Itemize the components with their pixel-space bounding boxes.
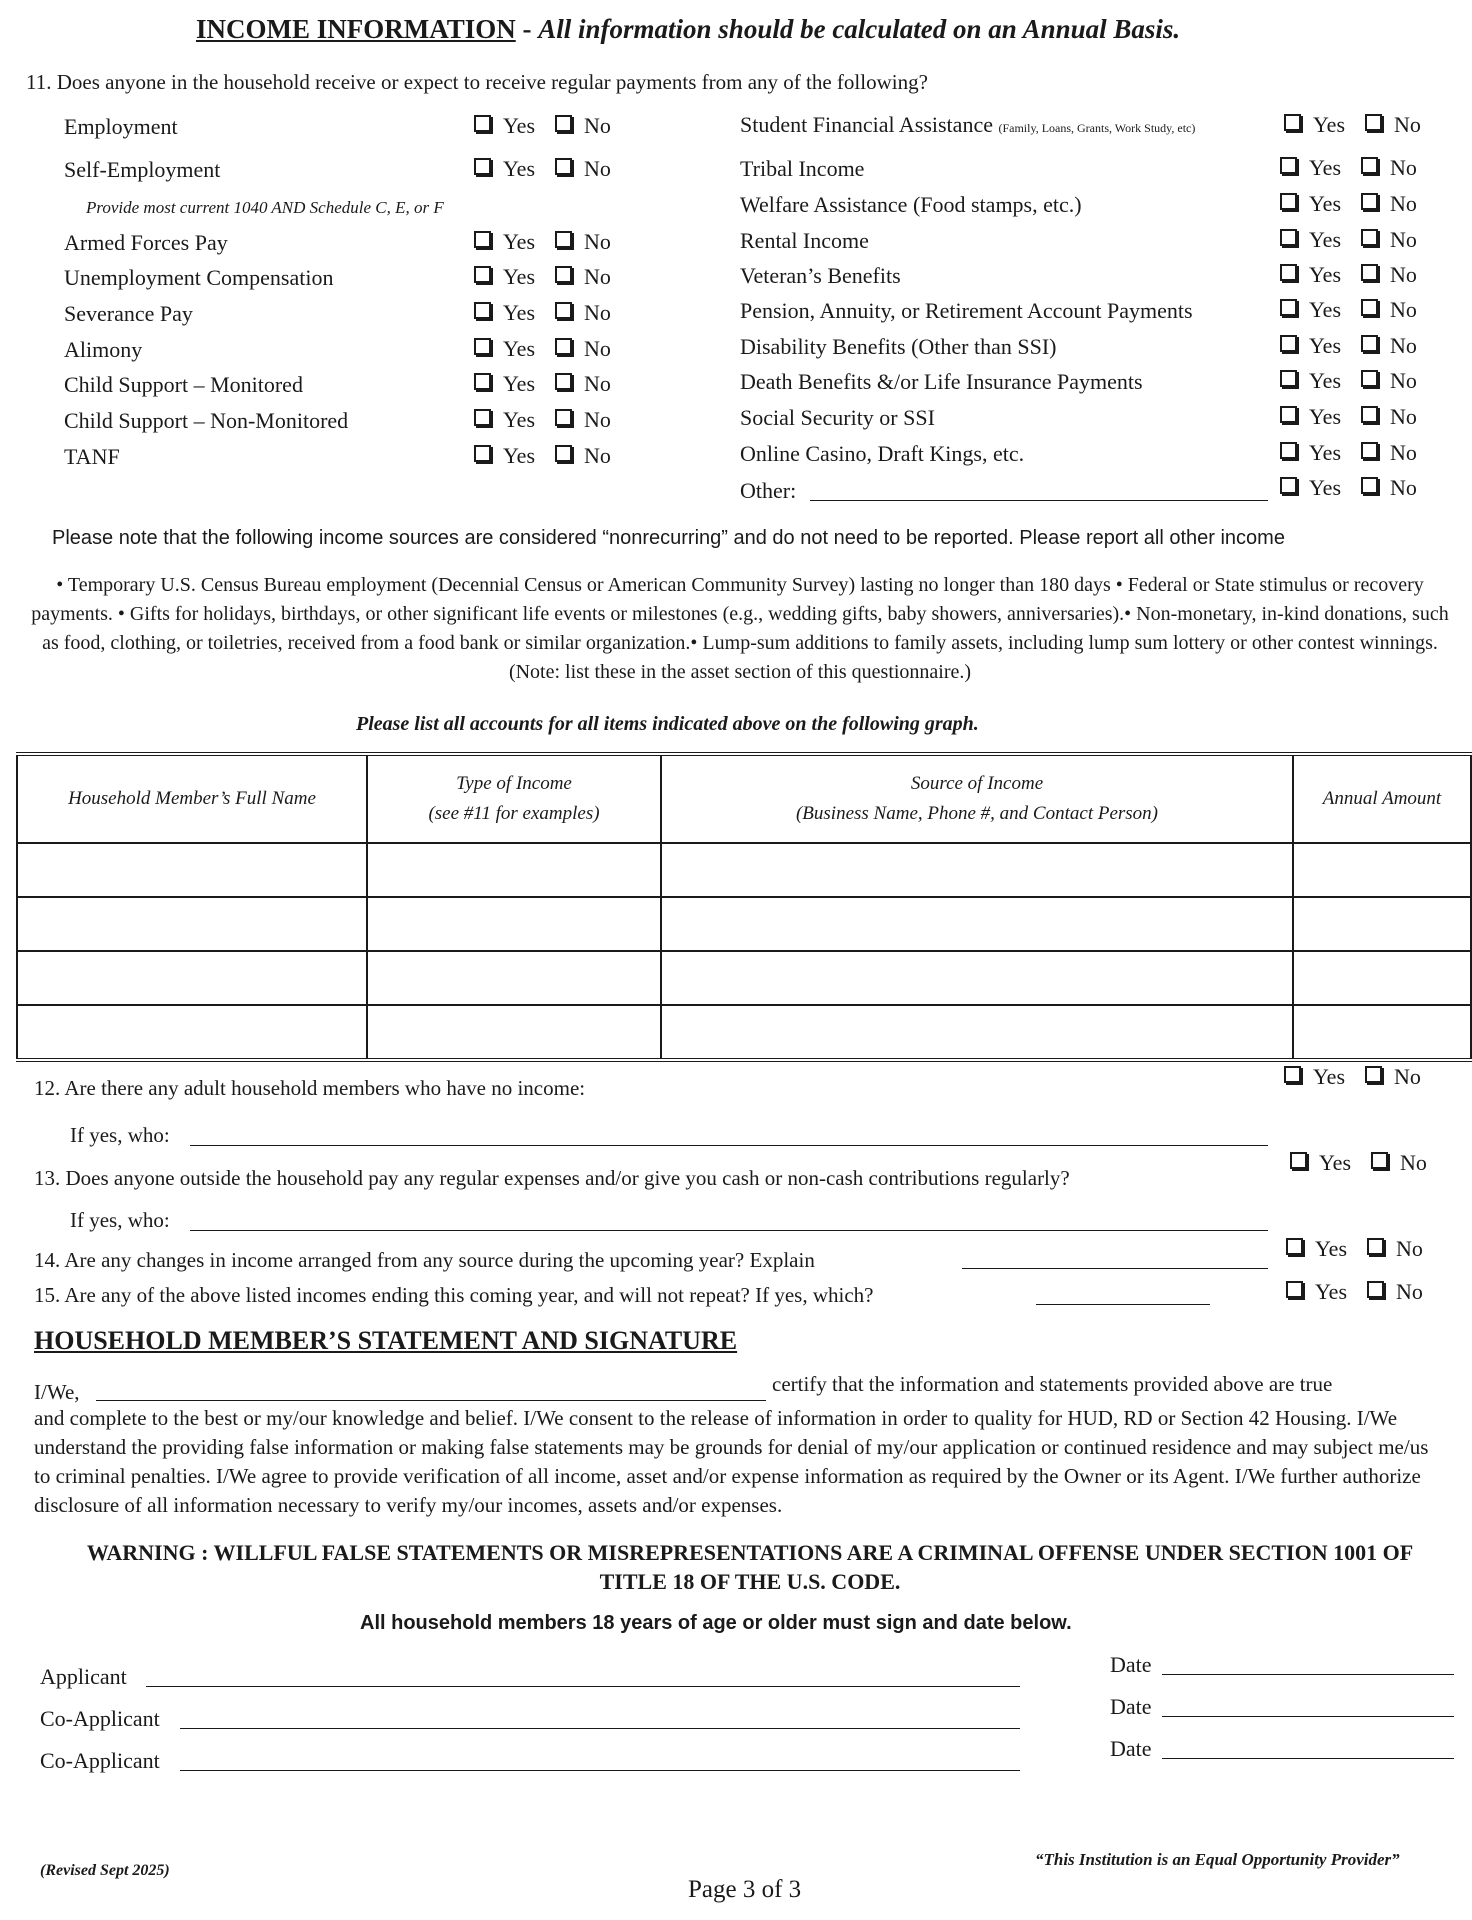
no-checkbox[interactable] [1361,370,1378,387]
other-input-line[interactable] [810,500,1268,501]
yes-checkbox[interactable] [1280,229,1297,246]
table-cell[interactable] [661,1005,1293,1060]
date-label-2: Date [1110,1694,1152,1719]
yes-checkbox[interactable] [1280,477,1297,494]
yn-employment: Yes No [474,113,611,139]
date-line-1[interactable] [1162,1674,1454,1675]
item-other: Other: [740,478,797,503]
item-self-employment: Self-Employment [64,157,221,182]
table-header-row [17,754,1471,843]
nonrecurring-intro: Please note that the following income sources are considered “nonrecurring” and do not need to be reported. Please report all other income [52,527,1285,549]
item-tribal-income: Tribal Income [740,156,865,181]
warning-text: WARNING : WILLFUL FALSE STATEMENTS OR MISREPRESENTATIONS ARE A CRIMINAL OFFENSE UNDER SECTION 1001 OF TITLE 18 OF THE U.S. CODE. [86,1540,1414,1594]
co-applicant-signature-line-2[interactable] [180,1770,1020,1771]
no-checkbox[interactable] [555,445,572,462]
yn-question-13: Yes No [1290,1150,1427,1176]
yn-student-financial-assistance: Yes No [1284,112,1421,138]
table-row [17,843,1471,897]
yn-other: Yes No [1280,475,1417,501]
title-separator: - [515,14,539,44]
table-row [17,951,1471,1005]
table-row [17,1005,1471,1060]
title-main: INCOME INFORMATION [196,14,516,44]
yes-checkbox[interactable] [474,302,491,319]
yn-veterans-benefits: Yes No [1280,262,1417,288]
title-subtitle: All information should be calculated on an Annual Basis. [538,14,1181,44]
no-checkbox[interactable] [1367,1281,1384,1298]
no-checkbox[interactable] [1361,406,1378,423]
no-checkbox[interactable] [1361,229,1378,246]
table-cell[interactable] [17,897,367,951]
statement-iwe: I/We, [34,1380,80,1404]
yn-unemployment: Yes No [474,264,611,290]
income-table [16,752,1472,1062]
no-checkbox[interactable] [1361,264,1378,281]
yes-checkbox[interactable] [474,266,491,283]
item-child-support-monitored: Child Support – Monitored [64,372,303,397]
yes-checkbox[interactable] [1280,406,1297,423]
yes-checkbox[interactable] [474,115,491,132]
co-applicant-label-1: Co-Applicant [40,1706,160,1731]
yes-checkbox[interactable] [1284,114,1301,131]
yes-checkbox[interactable] [1284,1066,1301,1083]
table-cell[interactable] [17,843,367,897]
yes-checkbox[interactable] [474,409,491,426]
no-checkbox[interactable] [1361,442,1378,459]
date-label-3: Date [1110,1736,1152,1761]
item-welfare-assistance: Welfare Assistance (Food stamps, etc.) [740,192,1082,217]
no-checkbox[interactable] [555,373,572,390]
self-employment-note: Provide most current 1040 AND Schedule C, E, or F [86,198,444,217]
item-alimony: Alimony [64,337,143,362]
no-checkbox[interactable] [1367,1238,1384,1255]
yn-question-12: Yes No [1284,1064,1421,1090]
item-armed-forces-pay: Armed Forces Pay [64,230,228,255]
q12-who-input-line[interactable] [190,1145,1268,1146]
item-student-financial-assistance: Student Financial Assistance (Family, Loans, Grants, Work Study, etc) [740,112,1196,137]
yes-checkbox[interactable] [1280,442,1297,459]
question-12: 12. Are there any adult household members who have no income: [34,1076,586,1100]
item-tanf: TANF [64,444,120,469]
table-cell[interactable] [661,951,1293,1005]
table-row [17,897,1471,951]
yes-checkbox[interactable] [474,231,491,248]
item-death-benefits: Death Benefits &/or Life Insurance Payments [740,369,1143,394]
page-title [196,14,1180,45]
col-type-of-income: Type of Income (see #11 for examples) [367,754,661,843]
yn-self-employment: Yes No [474,156,611,182]
question-14: 14. Are any changes in income arranged from any source during the upcoming year? Explain [34,1248,815,1272]
col-annual-amount: Annual Amount [1293,754,1471,843]
table-cell[interactable] [367,843,661,897]
statement-heading: HOUSEHOLD MEMBER’S STATEMENT AND SIGNATURE [34,1326,738,1355]
yn-question-14: Yes No [1286,1236,1423,1262]
item-child-support-non-monitored: Child Support – Non-Monitored [64,408,349,433]
no-checkbox[interactable] [555,231,572,248]
col-source-of-income: Source of Income (Business Name, Phone #, and Contact Person) [661,754,1293,843]
yn-tribal-income: Yes No [1280,155,1417,181]
item-disability-benefits: Disability Benefits (Other than SSI) [740,334,1057,359]
yes-checkbox[interactable] [1280,157,1297,174]
table-cell[interactable] [367,897,661,951]
date-label-1: Date [1110,1652,1152,1677]
table-cell[interactable] [17,951,367,1005]
yes-checkbox[interactable] [474,445,491,462]
equal-opportunity-statement: “This Institution is an Equal Opportunity Provider” [1035,1850,1400,1869]
item-online-casino: Online Casino, Draft Kings, etc. [740,441,1025,466]
no-checkbox[interactable] [1361,157,1378,174]
table-cell[interactable] [17,1005,367,1060]
yn-severance-pay: Yes No [474,300,611,326]
no-checkbox[interactable] [1361,299,1378,316]
yes-checkbox[interactable] [474,373,491,390]
page-number: Page 3 of 3 [688,1876,802,1903]
yn-child-support-monitored: Yes No [474,371,611,397]
table-cell[interactable] [367,1005,661,1060]
co-applicant-label-2: Co-Applicant [40,1748,160,1773]
list-instruction: Please list all accounts for all items indicated above on the following graph. [356,713,979,735]
no-checkbox[interactable] [555,158,572,175]
q12-if-yes-label: If yes, who: [70,1123,170,1147]
yn-social-security: Yes No [1280,404,1417,430]
table-cell[interactable] [661,897,1293,951]
table-cell[interactable] [1293,897,1471,951]
yes-checkbox[interactable] [474,158,491,175]
yn-online-casino: Yes No [1280,440,1417,466]
no-checkbox[interactable] [555,409,572,426]
yn-death-benefits: Yes No [1280,368,1417,394]
statement-body: and complete to the best or my/our knowledge and belief. I/We consent to the release of information in order to quality for HUD, RD or Section 42 Housing. I/We understand the providing false information or making false statements may be grounds for denial of my/our application or continued residence and may subject me/us to criminal penalties. I/We agree to provide verification of all income, asset and/or expense information as required by the Owner or its Agent. I/We further authorize disclosure of all information necessary to verify my/our incomes, assets and/or expenses. [34,1406,1429,1517]
no-checkbox[interactable] [1365,1066,1382,1083]
yn-welfare-assistance: Yes No [1280,191,1417,217]
yes-checkbox[interactable] [1286,1281,1303,1298]
yn-question-15: Yes No [1286,1279,1423,1305]
statement-certify: certify that the information and statements provided above are true [772,1372,1333,1396]
item-severance-pay: Severance Pay [64,301,193,326]
yn-rental-income: Yes No [1280,227,1417,253]
col-member-name: Household Member’s Full Name [17,754,367,843]
q13-who-input-line[interactable] [190,1230,1268,1231]
no-checkbox[interactable] [555,115,572,132]
yn-pension: Yes No [1280,297,1417,323]
yn-alimony: Yes No [474,336,611,362]
item-rental-income: Rental Income [740,228,869,253]
revised-date: (Revised Sept 2025) [40,1862,170,1879]
yes-checkbox[interactable] [1280,193,1297,210]
table-cell[interactable] [367,951,661,1005]
table-cell[interactable] [1293,843,1471,897]
yes-checkbox[interactable] [1290,1152,1307,1169]
table-cell[interactable] [1293,1005,1471,1060]
table-cell[interactable] [1293,951,1471,1005]
item-veterans-benefits: Veteran’s Benefits [740,263,901,288]
question-13: 13. Does anyone outside the household pay any regular expenses and/or give you cash or non-cash contributions regularly? [34,1166,1070,1190]
applicant-label: Applicant [40,1664,127,1689]
co-applicant-signature-line-1[interactable] [180,1728,1020,1729]
item-social-security: Social Security or SSI [740,405,935,430]
table-cell[interactable] [661,843,1293,897]
date-line-3[interactable] [1162,1758,1454,1759]
sign-note: All household members 18 years of age or older must sign and date below. [360,1612,1072,1634]
no-checkbox[interactable] [1361,193,1378,210]
yes-checkbox[interactable] [1280,370,1297,387]
statement-name-input-line[interactable] [96,1400,766,1401]
q14-explain-input-line[interactable] [962,1268,1268,1269]
q15-which-input-line[interactable] [1036,1304,1210,1305]
yes-checkbox[interactable] [1280,264,1297,281]
item-employment: Employment [64,114,178,139]
date-line-2[interactable] [1162,1716,1454,1717]
no-checkbox[interactable] [1361,335,1378,352]
question-15: 15. Are any of the above listed incomes ending this coming year, and will not repeat? If yes, which? [34,1283,874,1307]
yn-disability-benefits: Yes No [1280,333,1417,359]
no-checkbox[interactable] [555,338,572,355]
yn-tanf: Yes No [474,443,611,469]
applicant-signature-line[interactable] [146,1686,1020,1687]
yn-child-support-non-monitored: Yes No [474,407,611,433]
question-11: 11. Does anyone in the household receive or expect to receive regular payments from any of the following? [26,70,928,94]
no-checkbox[interactable] [1361,477,1378,494]
no-checkbox[interactable] [555,266,572,283]
item-pension: Pension, Annuity, or Retirement Account Payments [740,298,1193,323]
no-checkbox[interactable] [1365,114,1382,131]
no-checkbox[interactable] [555,302,572,319]
item-unemployment: Unemployment Compensation [64,265,334,290]
yes-checkbox[interactable] [1280,299,1297,316]
yes-checkbox[interactable] [1280,335,1297,352]
no-checkbox[interactable] [1371,1152,1388,1169]
student-assistance-note: (Family, Loans, Grants, Work Study, etc) [998,121,1196,135]
nonrecurring-list: • Temporary U.S. Census Bureau employment (Decennial Census or American Community Survey) lasting no longer than 180 days • Federal or State stimulus or recovery payments. • Gifts for holidays, birthdays, or other significant life events or milestones (e.g., wedding gifts, baby showers, anniversaries).• Non-monetary, in-kind donations, such as food, clothing, or toiletries, received from a food bank or similar organization.• Lump-sum additions to family assets, including lump sum lottery or other contest winnings. (Note: list these in the asset section of this questionnaire.) [31,574,1449,683]
q13-if-yes-label: If yes, who: [70,1208,170,1232]
yes-checkbox[interactable] [474,338,491,355]
yn-armed-forces-pay: Yes No [474,229,611,255]
yes-checkbox[interactable] [1286,1238,1303,1255]
